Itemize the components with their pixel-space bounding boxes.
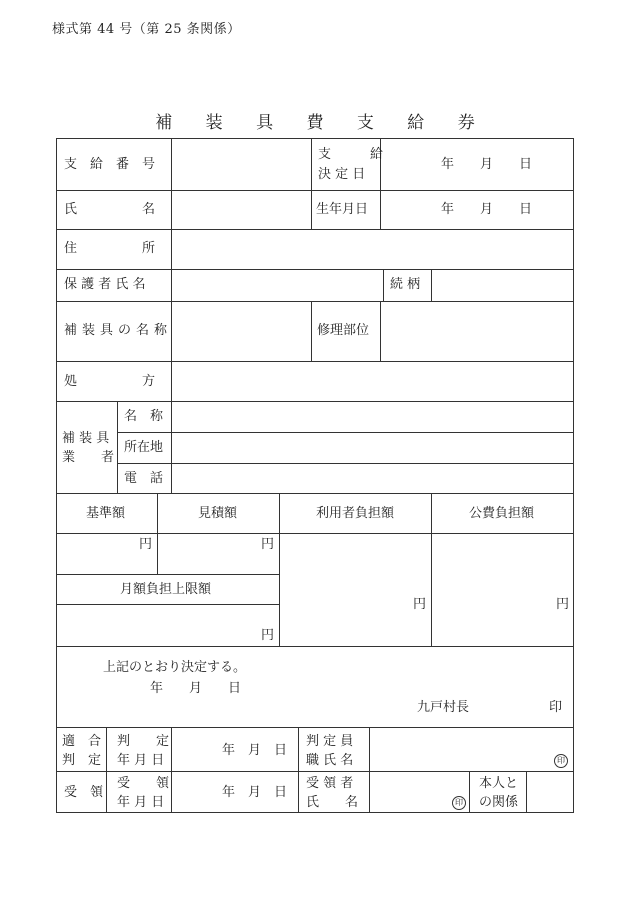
col-line bbox=[431, 493, 432, 647]
label-shimei: 氏 名 bbox=[64, 202, 156, 217]
label-shikyu: 支 給 bbox=[318, 147, 384, 162]
label-riyosha-futan: 利用者負担額 bbox=[316, 506, 395, 521]
field-gyosha-denwa[interactable] bbox=[173, 465, 572, 492]
label-juryo-nen-line1: 受 領 bbox=[117, 776, 170, 791]
field-sogu-meisho[interactable] bbox=[173, 303, 310, 360]
col-line bbox=[369, 727, 370, 813]
col-line bbox=[171, 727, 172, 813]
label-tekigo-line2: 判 定 bbox=[62, 753, 102, 768]
mayor-title: 九戸村長 bbox=[417, 700, 470, 715]
row-line bbox=[56, 604, 280, 605]
col-line bbox=[106, 727, 107, 813]
row-line bbox=[56, 646, 574, 647]
field-shikyu-bango[interactable] bbox=[173, 140, 310, 189]
row-line bbox=[56, 229, 574, 230]
mayor-seal: 印 bbox=[549, 700, 563, 715]
yen-getsugaku-jogen: 円 bbox=[261, 628, 275, 643]
field-jusho[interactable] bbox=[173, 231, 572, 268]
label-honnin-line2: の関係 bbox=[479, 795, 519, 810]
field-gyosha-meisho[interactable] bbox=[173, 403, 572, 431]
date-juryo: 年 月 日 bbox=[222, 785, 288, 800]
label-zokugara: 続 柄 bbox=[390, 277, 421, 292]
col-line bbox=[117, 401, 118, 494]
label-denwa: 電 話 bbox=[124, 471, 164, 486]
col-line bbox=[469, 771, 470, 813]
label-hantei-line1: 判 定 bbox=[117, 734, 170, 749]
date-kettei-bi: 年 月 日 bbox=[441, 157, 533, 172]
label-juryosha-line1: 受 領 者 bbox=[306, 776, 354, 791]
label-honnin-line1: 本人と bbox=[479, 776, 519, 791]
label-kijungaku: 基準額 bbox=[86, 506, 126, 521]
frame-left bbox=[56, 138, 57, 813]
row-line bbox=[56, 190, 574, 191]
label-meisho: 名 称 bbox=[124, 409, 164, 424]
label-hogosha: 保 護 者 氏 名 bbox=[64, 277, 146, 292]
frame-top bbox=[56, 138, 574, 139]
date-seinengappi: 年 月 日 bbox=[441, 202, 533, 217]
document-title: 補 装 具 費 支 給 券 bbox=[155, 113, 489, 133]
label-kettei-bi: 決 定 日 bbox=[318, 167, 366, 182]
col-line bbox=[311, 301, 312, 362]
field-gyosha-shozaichi[interactable] bbox=[173, 434, 572, 462]
label-juryo-nen-line2: 年 月 日 bbox=[117, 795, 165, 810]
seal-mark-juryosha: 印 bbox=[452, 796, 466, 810]
row-line bbox=[56, 574, 280, 575]
col-line bbox=[171, 138, 172, 494]
yen-riyosha-futan: 円 bbox=[413, 597, 427, 612]
label-kohi-futan: 公費負担額 bbox=[469, 506, 535, 521]
label-hanteiin-line2: 職 氏 名 bbox=[306, 753, 354, 768]
col-line bbox=[380, 301, 381, 362]
label-seinengappi: 生年月日 bbox=[316, 202, 369, 217]
form-number: 様式第 44 号（第 25 条関係） bbox=[52, 22, 241, 37]
row-line bbox=[117, 463, 574, 464]
label-gyosha-line1: 補 装 具 bbox=[62, 431, 110, 446]
col-line bbox=[431, 269, 432, 302]
row-line bbox=[56, 269, 574, 270]
row-line bbox=[56, 361, 574, 362]
row-line bbox=[56, 533, 574, 534]
row-line bbox=[56, 493, 574, 494]
row-line bbox=[56, 727, 574, 728]
yen-kohi-futan: 円 bbox=[556, 597, 570, 612]
label-hanteiin-line1: 判 定 員 bbox=[306, 734, 354, 749]
field-shimei[interactable] bbox=[173, 192, 310, 228]
yen-kijungaku: 円 bbox=[139, 537, 153, 552]
label-getsugaku-jogen: 月額負担上限額 bbox=[120, 582, 212, 597]
row-line bbox=[56, 401, 574, 402]
col-line bbox=[157, 493, 158, 574]
col-line bbox=[383, 269, 384, 302]
label-mitsumorigaku: 見積額 bbox=[198, 506, 238, 521]
row-line bbox=[56, 301, 574, 302]
label-shozaichi: 所在地 bbox=[124, 440, 164, 455]
yen-mitsumorigaku: 円 bbox=[261, 537, 275, 552]
col-line bbox=[279, 493, 280, 647]
label-sogu-meisho: 補装具の名称 bbox=[64, 323, 173, 338]
label-shikyu-bango: 支 給 番 号 bbox=[64, 157, 156, 172]
label-juryo: 受 領 bbox=[64, 785, 104, 800]
decision-date: 年 月 日 bbox=[150, 681, 242, 696]
frame-bottom bbox=[56, 812, 574, 813]
seal-mark-hanteiin: 印 bbox=[554, 754, 568, 768]
label-shoho: 処 方 bbox=[64, 374, 156, 389]
frame-right bbox=[573, 138, 574, 813]
row-line bbox=[56, 771, 574, 772]
col-line bbox=[526, 771, 527, 813]
field-shoho[interactable] bbox=[173, 363, 572, 400]
date-hantei: 年 月 日 bbox=[222, 743, 288, 758]
col-line bbox=[311, 138, 312, 230]
decision-statement: 上記のとおり決定する。 bbox=[103, 660, 247, 675]
field-zokugara[interactable] bbox=[433, 271, 572, 300]
field-shuri-bui[interactable] bbox=[382, 303, 572, 360]
label-shuri-bui: 修理部位 bbox=[317, 323, 370, 338]
label-tekigo-line1: 適 合 bbox=[62, 734, 102, 749]
label-juryosha-line2: 氏 名 bbox=[306, 795, 359, 810]
label-jusho: 住 所 bbox=[64, 241, 156, 256]
col-line bbox=[298, 727, 299, 813]
row-line bbox=[117, 432, 574, 433]
label-hantei-line2: 年 月 日 bbox=[117, 753, 165, 768]
field-hogosha[interactable] bbox=[173, 271, 382, 300]
label-gyosha-line2: 業 者 bbox=[62, 450, 115, 465]
